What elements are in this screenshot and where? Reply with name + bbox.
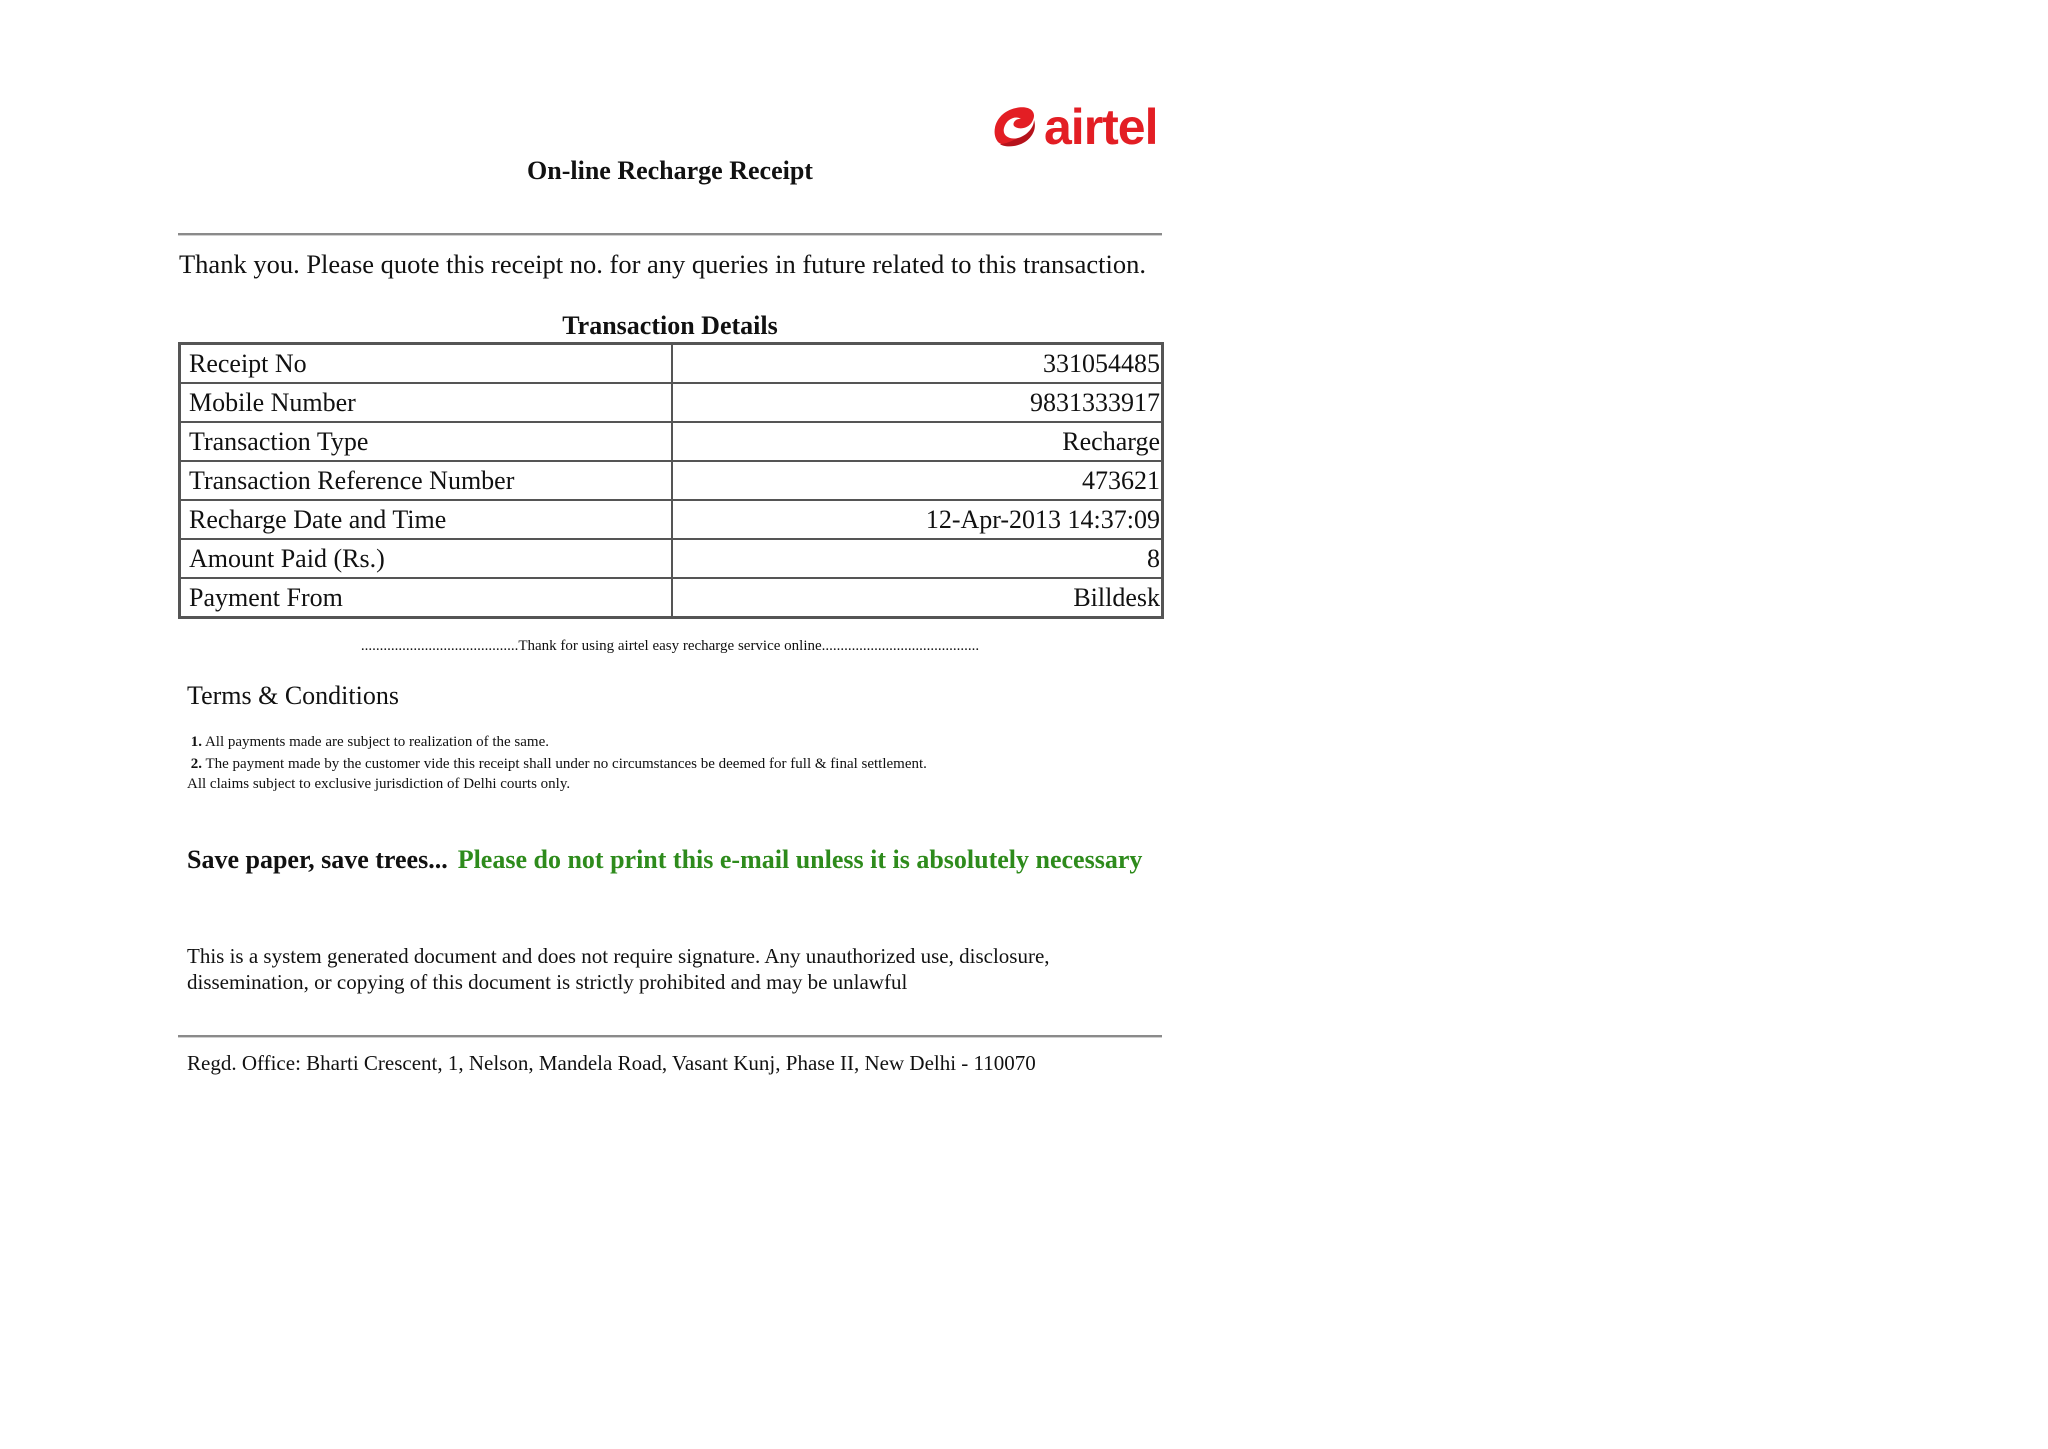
transaction-details-title: Transaction Details	[562, 311, 778, 340]
table-row	[180, 422, 1162, 461]
thank-you-message: Thank you. Please quote this receipt no. for any queries in future related to this transaction.	[179, 249, 1146, 279]
do-not-print-message: Please do not print this e-mail unless it is absolutely necessary	[457, 845, 1143, 874]
term-text: The payment made by the customer vide this receipt shall under no circumstances be deemed for full & final settlement.	[205, 756, 927, 772]
row-value: 331054485	[672, 344, 1162, 383]
row-label: Receipt No	[180, 344, 672, 383]
airtel-logo	[988, 100, 1164, 154]
term-number: 2.	[190, 756, 202, 772]
table-row	[180, 578, 1162, 617]
row-label: Amount Paid (Rs.)	[180, 539, 672, 578]
row-label: Transaction Reference Number	[180, 461, 672, 500]
airtel-swirl-icon	[988, 102, 1040, 152]
table-row	[180, 344, 1162, 383]
term-text: All payments made are subject to realization of the same.	[204, 734, 549, 750]
row-value: 473621	[672, 461, 1162, 500]
row-value: Recharge	[672, 422, 1162, 461]
list-item	[187, 753, 927, 775]
table-row	[180, 539, 1162, 578]
service-thanks-note: ..........................................Thank for using airtel easy recharge service online..........................................	[360, 638, 980, 654]
registered-office-address: Regd. Office: Bharti Crescent, 1, Nelson, Mandela Road, Vasant Kunj, Phase II, New Delhi - 110070	[187, 1051, 1036, 1075]
airtel-wordmark: airtel	[1044, 99, 1158, 155]
row-label: Mobile Number	[180, 383, 672, 422]
row-label: Transaction Type	[180, 422, 672, 461]
table-row	[180, 500, 1162, 539]
terms-list	[187, 731, 927, 793]
jurisdiction-note: All claims subject to exclusive jurisdiction of Delhi courts only.	[187, 776, 571, 792]
row-label: Recharge Date and Time	[180, 500, 672, 539]
save-paper-banner	[187, 845, 1142, 875]
list-item	[187, 731, 927, 753]
transaction-details-table	[178, 342, 1164, 619]
bottom-divider	[178, 1035, 1162, 1038]
term-number: 1.	[190, 734, 202, 750]
terms-heading: Terms & Conditions	[187, 681, 399, 710]
top-divider	[178, 233, 1162, 236]
row-value: 12-Apr-2013 14:37:09	[672, 500, 1162, 539]
save-paper-lead: Save paper, save trees...	[187, 845, 448, 874]
row-value: 8	[672, 539, 1162, 578]
row-label: Payment From	[180, 578, 672, 617]
row-value: 9831333917	[672, 383, 1162, 422]
row-value: Billdesk	[672, 578, 1162, 617]
table-row	[180, 383, 1162, 422]
table-row	[180, 461, 1162, 500]
system-generated-disclaimer: This is a system generated document and does not require signature. Any unauthorized use, disclosure, dissemination, or copying of this document is strictly prohibited and may be unlawful	[187, 944, 1050, 994]
page-title: On-line Recharge Receipt	[527, 156, 813, 185]
